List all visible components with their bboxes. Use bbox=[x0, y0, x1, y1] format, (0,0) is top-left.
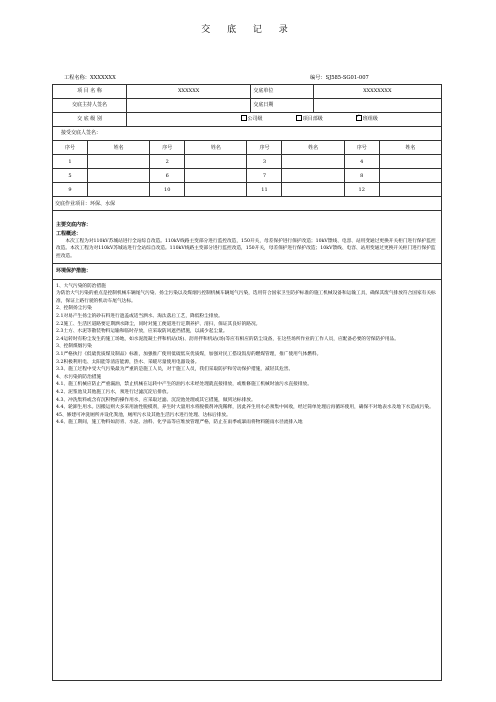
table-row bbox=[53, 183, 442, 197]
document-number: 编号：SJ585-SG01-007 bbox=[310, 75, 369, 81]
overview-text: 本次工程为对110kV苏城站进行全站综自改造。110kV线路主变部分进行监控改造，150开关，母差保护进行保护改造；10kV馈线、电容、站用变通过更换开关柜门进行保护监控改造。本次工程为对110kV苏城站进行全站综自改造。110kV线路主变部分进行监控改造，150开关，母差保护进行保护改造；10kV馈线、电容、站用变通过更换开关柜门进行保护监控改造。 bbox=[56, 238, 436, 259]
name-header: 姓名 bbox=[185, 141, 247, 155]
seq-cell: 1 bbox=[53, 155, 88, 169]
name-cell[interactable] bbox=[282, 155, 344, 169]
handover-form bbox=[52, 84, 442, 681]
level-team-option[interactable]: ✓ 班组级 bbox=[356, 116, 378, 122]
list-item: 2.4运转时有粉尘发生的施工场地，如水泥混凝土拌和机站(场)、沥青拌和机站(场)等应有相应的防尘设备，在这些场所作业的工作人员，应配备必要的劳保防护用品。 bbox=[56, 336, 399, 342]
project-name-label: 工程名称：XXXXXXX bbox=[64, 75, 116, 81]
seq-cell: 6 bbox=[150, 169, 185, 183]
name-cell[interactable] bbox=[379, 169, 441, 183]
measure-list bbox=[56, 283, 438, 428]
recipient-signature-label: 接受交底人签名： bbox=[53, 127, 442, 141]
seq-cell: 3 bbox=[247, 155, 282, 169]
seq-cell: 9 bbox=[53, 183, 88, 197]
list-item: 3、控制煤烟污染 bbox=[56, 344, 92, 350]
list-item: 4、水污染的防治措施 bbox=[56, 374, 102, 380]
host-signature-field[interactable] bbox=[126, 99, 250, 113]
name-cell[interactable] bbox=[379, 183, 441, 197]
name-cell[interactable] bbox=[88, 169, 150, 183]
signature-header-row bbox=[53, 141, 442, 155]
signature-table bbox=[52, 140, 442, 211]
list-item: 45、修建可冲洗厕所并设化粪池，厕所污水及其他生活污水进行处理、达标后排放。 bbox=[56, 412, 231, 418]
list-item: 2、控制扬尘污染 bbox=[56, 306, 92, 312]
name-cell[interactable] bbox=[282, 169, 344, 183]
seq-header: 序号 bbox=[344, 141, 379, 155]
name-header: 姓名 bbox=[379, 141, 441, 155]
list-item: 2.3土方、水泥等散装物料运输和临时存放，应采取防风遮挡措施，以减少起尘量。 bbox=[56, 329, 228, 335]
seq-cell: 11 bbox=[247, 183, 282, 197]
seq-cell: 5 bbox=[53, 169, 88, 183]
list-item: 4.3、冲洗集料或含有沉积物的操作用水，应采取过滤、沉淀池处理或其它措施，做到达标排放。 bbox=[56, 397, 256, 403]
level-project-option[interactable]: 项目部级 bbox=[296, 116, 323, 122]
main-content-heading: 主要交底内容： bbox=[56, 222, 92, 229]
seq-cell: 7 bbox=[247, 169, 282, 183]
list-item: 3.3、施工过程中受大气污染最为严重的是施工人员，对于施工人员，我们采取防护和劳动保护措施，减轻其危害。 bbox=[56, 367, 294, 373]
project-name-cell: 项 目 名 称 bbox=[53, 85, 127, 99]
list-item: 2.1对易产生扬尘的砂石料进行遮盖或适当洒水、淘汰落后工艺，降低粉尘排放。 bbox=[56, 313, 223, 319]
list-item: 4.6、施工期间，施工物料如沥青、水泥、油料、化学品等应堆放管理严格，防止在雨季或暴雨将物料随雨水径流排入地 bbox=[56, 420, 303, 426]
seq-cell: 10 bbox=[150, 183, 185, 197]
overview-heading: 工程概述： bbox=[56, 230, 82, 237]
level-label: 交 底 级 别 bbox=[53, 113, 127, 127]
table-row bbox=[53, 155, 442, 169]
name-cell[interactable] bbox=[185, 169, 247, 183]
name-cell[interactable] bbox=[282, 183, 344, 197]
checkbox-icon[interactable] bbox=[241, 115, 247, 121]
list-item: 3.1严格执行《低硫优质煤及制品》标准，加强推广使用低硫低灰优质煤，加强对民工搭设饭房的燃煤管理，推广使用气体燃料。 bbox=[56, 352, 322, 357]
name-cell[interactable] bbox=[88, 155, 150, 169]
list-item: 1、大气污染的防治措施 bbox=[56, 283, 106, 289]
name-header: 姓名 bbox=[282, 141, 344, 155]
seq-cell: 4 bbox=[344, 155, 379, 169]
date-field[interactable] bbox=[313, 99, 441, 113]
seq-cell: 2 bbox=[150, 155, 185, 169]
seq-cell: 12 bbox=[344, 183, 379, 197]
list-item: 4.1、施工机械应防止严重漏油，禁止机械在运转中产生的油污水未经处理就直接排放，或维修施工机械时油污水直接排放。 bbox=[56, 382, 312, 388]
project-name-value: XXXXXX bbox=[126, 85, 250, 99]
env-protection-heading: 环境保护措施： bbox=[56, 268, 92, 275]
name-cell[interactable] bbox=[379, 155, 441, 169]
section-divider bbox=[53, 279, 441, 280]
host-signature-label: 交底主持人签名 bbox=[53, 99, 127, 113]
date-label: 交底日期 bbox=[251, 99, 313, 113]
name-cell[interactable] bbox=[88, 183, 150, 197]
handover-content bbox=[52, 211, 442, 681]
checkbox-icon[interactable] bbox=[296, 115, 302, 121]
seq-header: 序号 bbox=[53, 141, 88, 155]
header-table bbox=[52, 84, 442, 141]
seq-header: 序号 bbox=[150, 141, 185, 155]
document-title: 交 底 记 录 bbox=[201, 25, 295, 35]
list-item: 2.2施工、生活区道路要定期洒水降尘，同时对施工便道进行定期养护、清扫，保证其良好的路况。 bbox=[56, 321, 261, 327]
checked-checkbox-icon[interactable] bbox=[356, 115, 362, 121]
section-divider bbox=[53, 263, 441, 264]
level-company-option[interactable]: 公司级 bbox=[241, 116, 263, 122]
job-item-label: 交底作业项目：环保、水保 bbox=[53, 197, 442, 211]
list-item: 4.2、泥浆池及其他施工污水，须进行过滤沉淀后排放。 bbox=[56, 390, 172, 396]
seq-header: 序号 bbox=[247, 141, 282, 155]
list-item: 为防治大气污染的重点是控制机械车辆尾气污染、扬尘污染以及煤烟污控制机械车辆尾气污染，选用符合国家卫生防护标准的施工机械设备和运输工具，确保其废气排放符合国家有关标准，保证上路行驶的机动车尾气达标。 bbox=[56, 291, 436, 304]
name-cell[interactable] bbox=[185, 155, 247, 169]
table-row bbox=[53, 169, 442, 183]
list-item: 3.2积极利用电、太阳能等清洁能源，热水、采暖尽量使用电器设备。 bbox=[56, 359, 200, 365]
name-header: 姓名 bbox=[88, 141, 150, 155]
seq-cell: 8 bbox=[344, 169, 379, 183]
list-item: 4.4、轮卸生用水。因搬运则大多采用油性脱模剂，养生时大量用水将脱模剂冲洗稀释，因此养生用水必须集中回收，经过简单处理后再循环使用，确保不对地表水及地下水造成污染。 bbox=[56, 405, 434, 411]
unit-value: XXXXXXXX bbox=[313, 85, 441, 99]
name-cell[interactable] bbox=[185, 183, 247, 197]
unit-label: 交底单位 bbox=[251, 85, 313, 99]
level-options bbox=[126, 113, 441, 127]
